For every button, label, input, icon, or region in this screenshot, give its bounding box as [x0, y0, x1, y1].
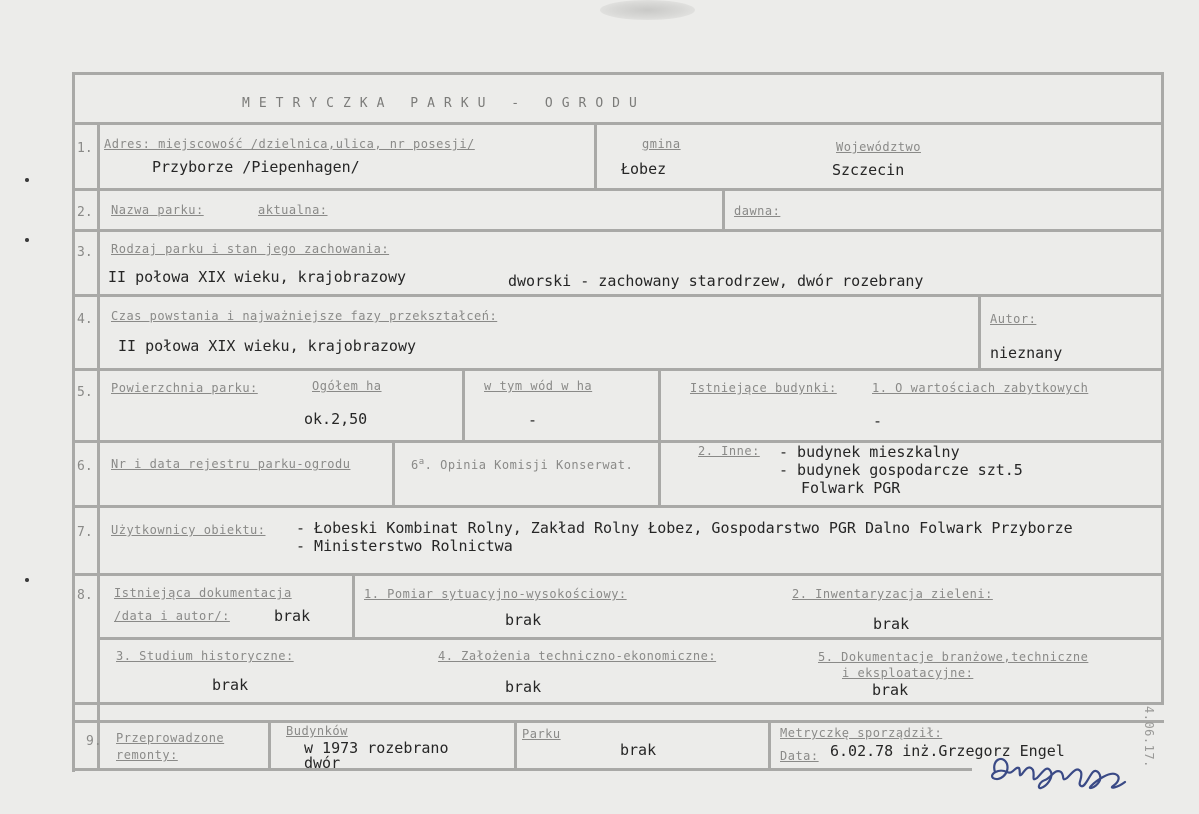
historic-study-label: 3. Studium historyczne:: [116, 649, 294, 663]
rule: [72, 72, 75, 772]
rule: [72, 72, 1164, 75]
former-name-label: dawna:: [734, 204, 781, 218]
repairs-label: remonty:: [116, 748, 178, 762]
historic-buildings-label: 1. O wartościach zabytkowych: [872, 381, 1089, 395]
gmina-label: gmina: [642, 137, 681, 151]
rule: [72, 702, 1164, 705]
users-value: - Łobeski Kombinat Rolny, Zakład Rolny Łobez, Gospodarstwo PGR Dalno Folwark Przyborze: [296, 519, 1073, 537]
rule: [72, 768, 972, 771]
author-label: Autor:: [990, 312, 1037, 326]
documentation-label: Istniejąca dokumentacja: [114, 586, 292, 600]
park-type-label: Rodzaj parku i stan jego zachowania:: [111, 242, 390, 256]
rule: [72, 573, 1164, 576]
section-number: 5.: [77, 385, 93, 400]
date-label: Data:: [780, 749, 819, 763]
users-label: Użytkownicy obiektu:: [111, 523, 266, 537]
users-value: - Ministerstwo Rolnictwa: [296, 537, 513, 555]
survey-value: brak: [505, 611, 542, 629]
section-number: 2.: [77, 205, 93, 220]
buildings-repairs-value: dwór: [304, 754, 341, 772]
park-name-label: Nazwa parku:: [111, 203, 204, 217]
industry-docs-label: i eksploatacyjne:: [842, 666, 974, 680]
punch-mark: [25, 178, 29, 182]
author-value: nieznany: [990, 344, 1063, 362]
rule: [72, 368, 1164, 371]
rule: [100, 637, 1164, 640]
rule: [1161, 72, 1164, 702]
water-area-value: -: [528, 411, 538, 429]
handwritten-signature: [985, 742, 1135, 794]
history-value: II połowa XIX wieku, krajobrazowy: [118, 337, 417, 355]
other-building-item: Folwark PGR: [801, 479, 901, 497]
water-area-label: w tym wód w ha: [484, 379, 593, 393]
rule: [514, 720, 517, 770]
rule: [978, 294, 981, 368]
greenery-inventory-label: 2. Inwentaryzacja zieleni:: [792, 587, 993, 601]
form-title: METRYCZKA PARKU - OGRODU: [242, 96, 646, 111]
punch-mark: [25, 238, 29, 242]
rule: [722, 188, 725, 229]
section-number: 9.: [86, 734, 102, 749]
buildings-repairs-label: Budynków: [286, 724, 348, 738]
park-repairs-label: Parku: [522, 727, 561, 741]
prepared-by-label: Metryczkę sporządził:: [780, 726, 943, 740]
area-label: Powierzchnia parku:: [111, 381, 258, 395]
address-label: Adres: miejscowość /dzielnica,ulica, nr posesji/: [104, 137, 475, 151]
voivodeship-value: Szczecin: [832, 161, 905, 179]
date-author-value: 6.02.78 inż.Grzegorz Engel: [830, 742, 1065, 760]
section-number: 1.: [77, 141, 93, 156]
rule: [352, 573, 355, 637]
other-buildings-label: 2. Inne:: [698, 444, 760, 458]
historic-buildings-value: -: [873, 412, 883, 430]
park-condition-value: dworski - zachowany starodrzew, dwór rozebrany: [508, 272, 924, 290]
section-number: 8.: [77, 588, 93, 603]
technical-assumptions-label: 4. Założenia techniczno-ekonomiczne:: [438, 649, 717, 663]
conservation-opinion-label: 6$^a$. Opinia Komisji Konserwat.: [411, 457, 634, 472]
documentation-label: /data i autor/:: [114, 609, 230, 623]
paper-stain: [600, 0, 695, 20]
other-building-item: - budynek gospodarcze szt.5: [779, 461, 1023, 479]
rule: [72, 188, 1164, 191]
rule: [72, 294, 1164, 297]
documentation-value: brak: [274, 607, 311, 625]
rule: [72, 229, 1164, 232]
current-name-label: aktualna:: [258, 203, 328, 217]
rule: [72, 122, 1164, 125]
total-area-label: Ogółem ha: [312, 379, 382, 393]
total-area-value: ok.2,50: [304, 410, 368, 428]
historic-study-value: brak: [212, 676, 249, 694]
rule: [72, 440, 660, 443]
technical-assumptions-value: brak: [505, 678, 542, 696]
section-number: 7.: [77, 525, 93, 540]
rule: [72, 505, 1164, 508]
rule: [268, 720, 271, 770]
greenery-inventory-value: brak: [873, 615, 910, 633]
history-label: Czas powstania i najważniejsze fazy przekształceń:: [111, 309, 498, 323]
industry-docs-label: 5. Dokumentacje branżowe,techniczne: [818, 650, 1089, 664]
punch-mark: [25, 578, 29, 582]
other-building-item: - budynek mieszkalny: [779, 443, 960, 461]
rule: [97, 122, 100, 770]
section-number: 4.: [77, 312, 93, 327]
industry-docs-value: brak: [872, 681, 909, 699]
gmina-value: Łobez: [621, 160, 667, 178]
park-repairs-value: brak: [620, 741, 657, 759]
rule: [658, 368, 661, 505]
voivodeship-label: Województwo: [836, 140, 921, 154]
rule: [768, 720, 771, 770]
rule: [72, 720, 1164, 723]
rule: [462, 368, 465, 440]
rule: [594, 122, 597, 188]
section-number: 6.: [77, 459, 93, 474]
buildings-label: Istniejące budynki:: [690, 381, 837, 395]
park-type-value: II połowa XIX wieku, krajobrazowy: [108, 268, 407, 286]
survey-label: 1. Pomiar sytuacyjno-wysokościowy:: [364, 587, 627, 601]
section-number: 3.: [77, 245, 93, 260]
repairs-label: Przeprowadzone: [116, 731, 225, 745]
address-value: Przyborze /Piepenhagen/: [152, 158, 360, 176]
rule: [392, 440, 395, 505]
register-label: Nr i data rejestru parku-ogrodu: [111, 457, 351, 471]
buildings-repairs-value: w 1973 rozebrano: [304, 739, 449, 757]
margin-note: 4.06.17.: [1142, 706, 1156, 768]
